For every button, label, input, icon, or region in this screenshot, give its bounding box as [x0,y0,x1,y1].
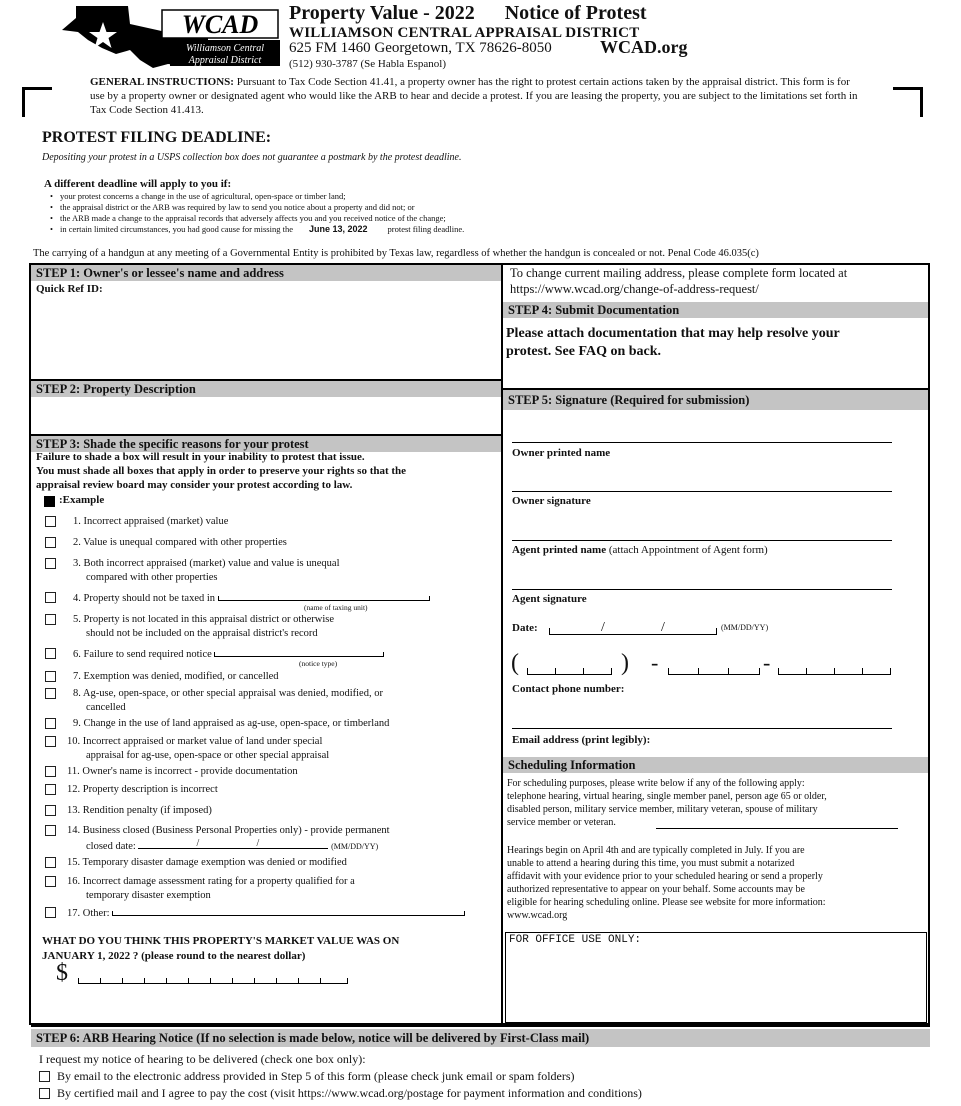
reason-13-checkbox[interactable] [45,805,56,816]
reason-3-checkbox[interactable] [45,558,56,569]
reason-10-checkbox[interactable] [45,736,56,747]
reason-1-checkbox[interactable] [45,516,56,527]
market-value-question: JANUARY 1, 2022 ? (please round to the nearest dollar) [42,950,306,962]
reason-6-label: 6. Failure to send required notice [73,648,384,661]
date-field[interactable]: / / [549,622,717,636]
district-phone: (512) 930-3787 (Se Habla Espanol) [289,58,447,70]
notice-type-field[interactable] [214,648,384,657]
certified-mail-label: By certified mail and I agree to pay the cost (visit https://www.wcad.org/postage for payment information and conditions) [57,1086,642,1100]
email-address-line[interactable] [512,728,892,729]
column-divider [501,263,503,1025]
list-item: • in certain limited circumstances, you had good cause for missing the June 13, 2022 protest filing deadline. [48,224,608,235]
email-notice-checkbox[interactable] [39,1071,50,1082]
email-address-label: Email address (print legibly): [512,734,651,746]
list-item: • the ARB made a change to the appraisal records that adversely affects you and you received notice of the change; [48,213,608,224]
page-title: Property Value - 2022 Notice of Protest [289,2,647,24]
hearing-notice-request: I request my notice of hearing to be delivered (check one box only): [39,1052,366,1066]
scheduling-header: Scheduling Information [503,757,928,773]
contact-phone-field[interactable]: ( ) - - [511,650,891,680]
reason-13-label: 13. Rendition penalty (if imposed) [67,805,212,816]
taxing-unit-field[interactable] [218,592,430,601]
owner-name-address-field[interactable] [31,295,501,379]
reason-12-checkbox[interactable] [45,784,56,795]
reason-3-label: 3. Both incorrect appraised (market) value and value is unequal [73,558,340,569]
example-shaded-box [44,496,55,507]
step4-text: protest. See FAQ on back. [506,344,662,359]
hearing-text: Hearings begin on April 4th and are typically completed in July. If you are [507,845,805,856]
district-address: 625 FM 1460 Georgetown, TX 78626-8050 [289,40,552,56]
reason-8-checkbox[interactable] [45,688,56,699]
hearing-text: unable to attend a hearing during this time, you must submit a notarized [507,858,795,869]
reason-2-checkbox[interactable] [45,537,56,548]
deadline-note: Depositing your protest in a USPS collection box does not guarantee a postmark by the protest deadline. [42,152,462,163]
change-address-link[interactable]: https://www.wcad.org/change-of-address-request/ [510,282,759,296]
agent-printed-name-line[interactable] [512,540,892,541]
taxing-unit-caption: (name of taxing unit) [304,603,368,612]
reason-5-continued: should not be included on the appraisal district's record [86,628,318,639]
list-item: • the appraisal district or the ARB was required by law to send you notice about a property and did not; or [48,202,608,213]
closed-date-field[interactable]: / / [138,839,328,849]
different-deadline-list [48,191,608,235]
step3-warning: Failure to shade a box will result in your inability to protest that issue. [36,451,365,463]
quick-ref-label: Quick Ref ID: [36,283,103,295]
reason-15-checkbox[interactable] [45,857,56,868]
reason-5-checkbox[interactable] [45,614,56,625]
reason-3-continued: compared with other properties [86,572,218,583]
date-format: (MM/DD/YY) [721,623,769,632]
deadline-date: June 13, 2022 [308,224,368,234]
step1-header: STEP 1: Owner's or lessee's name and address [31,265,501,281]
district-name: WILLIAMSON CENTRAL APPRAISAL DISTRICT [289,25,640,41]
svg-text:Appraisal District: Appraisal District [188,55,262,66]
reason-15-label: 15. Temporary disaster damage exemption was denied or modified [67,857,347,868]
hearing-link[interactable]: www.wcad.org [507,910,568,921]
owner-printed-name-line[interactable] [512,442,892,443]
owner-signature-label: Owner signature [512,495,591,507]
reason-12-label: 12. Property description is incorrect [67,784,218,795]
notice-type-caption: (notice type) [299,659,338,668]
contact-phone-label: Contact phone number: [512,683,625,695]
reason-14-checkbox[interactable] [45,825,56,836]
agent-printed-name-label: Agent printed name (attach Appointment of Agent form) [512,544,768,556]
step4-header: STEP 4: Submit Documentation [503,302,928,318]
reason-4-checkbox[interactable] [45,592,56,603]
reason-17-label: 17. Other: [67,907,465,920]
hearing-text: affidavit with your evidence prior to your scheduled hearing or send a properly [507,871,823,882]
email-notice-label: By email to the electronic address provided in Step 5 of this form (please check junk email or spam folders) [57,1069,575,1083]
scheduling-text: For scheduling purposes, please write below if any of the following apply: [507,778,805,789]
step2-header: STEP 2: Property Description [31,381,501,397]
hearing-text: authorized representative to appear on your behalf. Some accounts may be [507,884,805,895]
property-description-field[interactable] [31,397,501,434]
corner-mark-right [893,87,923,117]
scheduling-field[interactable] [656,828,898,829]
other-reason-field[interactable] [112,907,465,916]
different-deadline-title: A different deadline will apply to you if: [44,178,232,190]
reason-8-label: 8. Ag-use, open-space, or other special appraisal was denied, modified, or [73,688,383,699]
reason-9-label: 9. Change in the use of land appraised as ag-use, open-space, or timberland [73,718,390,729]
example-label: :Example [59,494,105,506]
reason-14-label: 14. Business closed (Business Personal Properties only) - provide permanent [67,825,390,836]
reason-5-label: 5. Property is not located in this appraisal district or otherwise [73,614,334,625]
step4-text: Please attach documentation that may help resolve your [506,326,840,341]
reason-4-label: 4. Property should not be taxed in [73,592,430,605]
general-instructions: GENERAL INSTRUCTIONS: Pursuant to Tax Code Section 41.41, a property owner has the right to protest certain actions taken by the appraisal district. This form is for use by a property owner or designated agent who would like the ARB to hear and decide a protest. If you are leasing the property, you are subject to the limitations set forth in Tax Code Section 41.413. [90,76,858,116]
certified-mail-checkbox[interactable] [39,1088,50,1099]
market-value-question: WHAT DO YOU THINK THIS PROPERTY'S MARKET VALUE WAS ON [42,935,400,947]
wcad-logo [58,4,284,70]
reason-7-label: 7. Exemption was denied, modified, or cancelled [73,671,279,682]
district-website: WCAD.org [600,37,688,57]
reason-16-continued: temporary disaster exemption [86,890,211,901]
reason-7-checkbox[interactable] [45,671,56,682]
list-item: • your protest concerns a change in the use of agricultural, open-space or timber land; [48,191,608,202]
date-label: Date: [512,622,538,634]
change-address-text: To change current mailing address, please complete form located at [510,266,848,280]
step3-header: STEP 3: Shade the specific reasons for your protest [31,436,501,452]
reason-10-continued: appraisal for ag-use, open-space or other special appraisal [86,750,330,761]
reason-10-label: 10. Incorrect appraised or market value of land under special [67,736,323,747]
owner-signature-line[interactable] [512,491,892,492]
hearing-text: eligible for hearing scheduling online. Please see website for more information: [507,897,826,908]
reason-8-continued: cancelled [86,702,126,713]
scheduling-text: service member or veteran. [507,817,616,828]
deadline-title: PROTEST FILING DEADLINE: [42,129,272,146]
scheduling-text: disabled person, military service member, military veteran, spouse of military [507,804,818,815]
office-use-label: FOR OFFICE USE ONLY: [509,934,642,946]
reason-2-label: 2. Value is unequal compared with other properties [73,537,287,548]
market-value-field[interactable] [78,970,348,984]
scheduling-text: telephone hearing, virtual hearing, single member panel, person age 65 or older, [507,791,827,802]
reason-1-label: 1. Incorrect appraised (market) value [73,516,229,527]
step5-header: STEP 5: Signature (Required for submission) [503,390,928,410]
logo-wcad-text: WCAD [181,10,259,39]
step3-warning: appraisal review board may consider your protest according to law. [36,479,353,491]
dollar-sign: $ [56,960,68,986]
reason-9-checkbox[interactable] [45,718,56,729]
svg-text:Williamson Central: Williamson Central [185,43,265,54]
reason-16-checkbox[interactable] [45,876,56,887]
reason-11-label: 11. Owner's name is incorrect - provide documentation [67,766,298,777]
divider [31,1025,930,1027]
corner-mark-left [22,87,52,117]
reason-6-checkbox[interactable] [45,648,56,659]
step6-header: STEP 6: ARB Hearing Notice (If no selection is made below, notice will be delivered by First-Class mail) [31,1029,930,1047]
reason-14-continued: closed date: / / (MM/DD/YY) [86,838,379,852]
reason-16-label: 16. Incorrect damage assessment rating for a property qualified for a [67,876,355,887]
agent-signature-label: Agent signature [512,593,587,605]
owner-printed-name-label: Owner printed name [512,447,611,459]
handgun-notice: The carrying of a handgun at any meeting of a Governmental Entity is prohibited by Texas law, regardless of whether the handgun is concealed or not. Penal Code 46.035(c) [33,248,759,259]
reason-17-checkbox[interactable] [45,907,56,918]
agent-signature-line[interactable] [512,589,892,590]
step3-warning: You must shade all boxes that apply in order to preserve your rights so that the [36,465,407,477]
reason-11-checkbox[interactable] [45,766,56,777]
